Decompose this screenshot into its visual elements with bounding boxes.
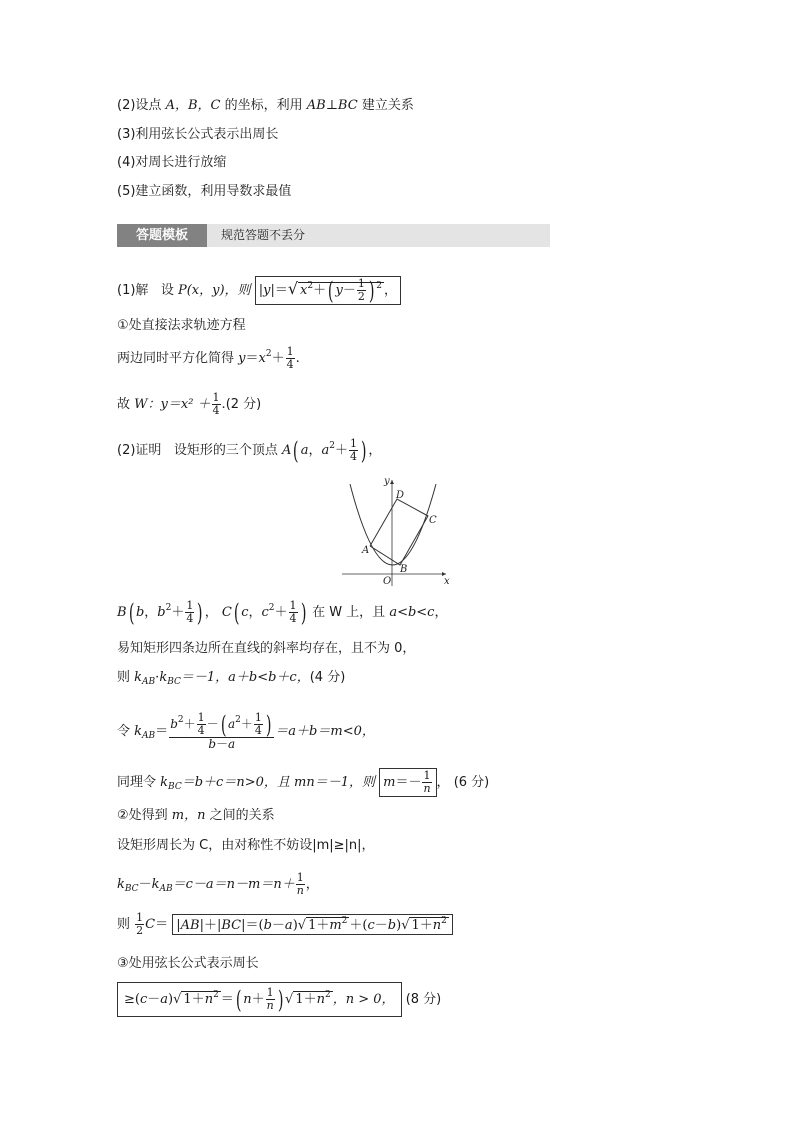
rectangle-outline xyxy=(370,499,428,565)
slope-diff-line: $k_{BC}-k_{AB}=c-a=n-m=n+$ $\frac{1}{n}$ ， xyxy=(117,871,319,898)
answer-template-banner xyxy=(117,224,550,247)
step-2-points: A，B，C xyxy=(165,98,221,113)
note-3: ③处用弦长公式表示周长 xyxy=(117,956,259,971)
step-2: (2)设点 A，B，C 的坐标，利用 AB⊥BC 建立关系 xyxy=(117,98,414,113)
label-c: C xyxy=(429,515,437,526)
note-2: ②处得到 m，n 之间的关系 xyxy=(117,808,275,823)
label-y: y xyxy=(384,476,390,487)
label-x: x xyxy=(444,576,450,587)
step-3: (3)利用弦长公式表示出周长 xyxy=(117,127,279,142)
hence-line: 故 W：y＝x² ＋ $\frac{1}{4}$ .(2 分) xyxy=(117,391,262,418)
simplify-line: 两边同时平方化简得 $y=x^2+$ $\frac{1}{4}$ . xyxy=(117,345,300,372)
part2-line: (2)证明 设矩形的三个顶点 A( a，$a^2+$ $\frac{1}{4}$ ) ， xyxy=(117,436,382,465)
inequality-line: ≥(c－a)√ $1+n^2$ ＝( n＋ $\frac{1}{n}$ ) √ $1+n^2$ ，n > 0， (8 分) xyxy=(117,982,441,1017)
step-5: (5)建立函数，利用导数求最值 xyxy=(117,184,292,199)
banner-text: 规范答题不丢分 xyxy=(221,228,306,242)
half-perimeter-line: 则 $\frac{1}{2}$ C＝ |AB|＋|BC|＝(b－a)√ $1+m^2 +(c-b)√$ $1+n^2$ xyxy=(117,912,453,937)
part1-line: (1)解 设 P(x，y)，则 |y|＝√ $x^2+$( y－ $\frac{1}{2}$ ) $^2$ ， xyxy=(117,276,401,305)
let-kab-line: 令 $k_{AB}=$ $b^2+$ $\frac{1}{4}$ －( $a^2+$ $\frac{1}{4}$ ) b－a ＝a＋b＝m<0， xyxy=(117,710,375,752)
banner-tag: 答题模板 xyxy=(117,224,207,247)
label-b: B xyxy=(400,564,408,575)
points-bc-line: B( b，$b^2+$ $\frac{1}{4}$ ) ， C( c，$c^2+$ $\frac{1}{4}$ ) 在 W 上，且 a<b<c， xyxy=(117,598,448,627)
same-kbc-line: 同理令 $k_{BC}=b+c=n>0$，且 mn＝－1，则 m＝－ $\frac{1}{n}$ ， (6 分) xyxy=(117,768,489,797)
y-axis-arrow xyxy=(390,480,394,484)
inequality-box: ≥(c－a)√ $1+n^2$ ＝( n＋ $\frac{1}{n}$ ) √ $1+n^2$ ，n > 0， xyxy=(117,982,402,1017)
step-2-perp: AB⊥BC xyxy=(306,98,358,113)
half-perimeter-box: |AB|＋|BC|＝(b－a)√ $1+m^2 +(c-b)√$ $1+n^2$ xyxy=(172,914,453,936)
note-1: ①处直接法求轨迹方程 xyxy=(117,318,246,333)
parabola-rectangle-figure xyxy=(340,476,452,588)
figure-svg xyxy=(340,476,452,588)
step-4: (4)对周长进行放缩 xyxy=(117,155,227,170)
slope-exist-line: 易知矩形四条边所在直线的斜率均存在，且不为 0， xyxy=(117,641,416,656)
distance-formula-box: |y|＝√ $x^2+$( y－ $\frac{1}{2}$ ) $^2$ ， xyxy=(255,276,401,305)
label-a: A xyxy=(362,545,370,556)
label-d: D xyxy=(396,490,405,501)
perimeter-line: 设矩形周长为 C，由对称性不妨设|m|≥|n|， xyxy=(117,838,375,853)
m-relation-box: m＝－ $\frac{1}{n}$ xyxy=(379,768,436,797)
slope-product-line: 则 $k_{AB}\cdot k_{BC}=-1$，a＋b<b＋c，(4 分) xyxy=(117,670,346,687)
label-origin: O xyxy=(383,576,392,587)
